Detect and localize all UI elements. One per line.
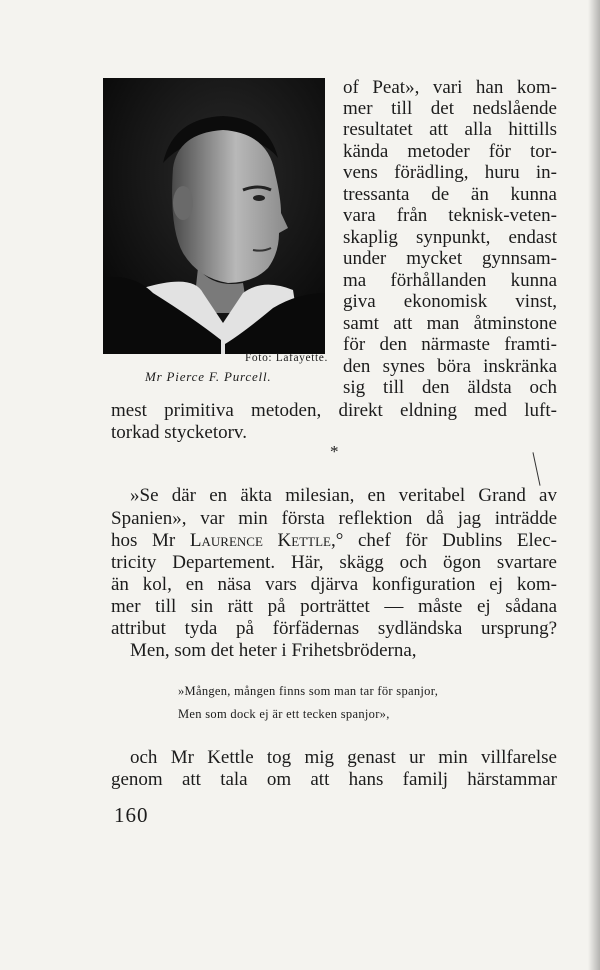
text-line-with-name (111, 531, 557, 550)
poem-line: Men som dock ej är ett tecken spanjor», (178, 707, 390, 721)
text-line: än kol, en näsa vars djärva konfiguration ej kom- (111, 574, 557, 595)
photo-credit: Foto: Lafayette. (244, 352, 328, 364)
text-line: mer till sin rätt på porträttet — måste ej sådana (111, 596, 557, 617)
text-line: mest primitiva metoden, direkt eldning med luft- (111, 400, 557, 421)
section-separator: * (330, 442, 339, 461)
text-line: ma förhållanden kunna (343, 270, 557, 291)
text-line: torkad stycketorv. (111, 422, 247, 443)
poem-line: »Mången, mången finns som man tar för spanjor, (178, 684, 439, 698)
text-line: vens förädling, huru in- (343, 162, 557, 183)
text-line: Spanien», var min första reflektion då jag inträdde (111, 508, 557, 529)
text-line: mer till det nedslående (343, 98, 557, 119)
text-line: giva ekonomisk vinst, (343, 291, 557, 312)
text-line: Men, som det heter i Frihetsbröderna, (130, 640, 417, 661)
stray-pen-mark (532, 452, 540, 485)
text-line: vara från teknisk-veten- (343, 205, 557, 226)
text-line: och Mr Kettle tog mig genast ur min villfarelse (130, 747, 557, 768)
text-line: attribut tyda på förfädernas sydländska ursprung? (111, 618, 557, 639)
text-line: tricity Departement. Här, skägg och ögon svartare (111, 552, 557, 573)
text-line: tressanta de än kunna (343, 184, 557, 205)
portrait-photo-block (103, 78, 325, 354)
text-line: samt att man åtminstone (343, 313, 557, 334)
text-fragment: hos Mr (111, 530, 190, 551)
photo-caption: Mr Pierce F. Purcell. (145, 369, 272, 384)
text-line: den synes böra inskränka (343, 356, 557, 377)
portrait-photo (103, 78, 325, 354)
portrait-illustration (103, 78, 325, 354)
page-edge-shadow (588, 0, 600, 970)
text-line: »Se där en äkta milesian, en veritabel Grand av (130, 485, 557, 506)
text-line: under mycket gynnsam- (343, 248, 557, 269)
text-line: genom att tala om att hans familj härstammar (111, 769, 557, 790)
person-name: Laurence Kettle (189, 530, 331, 551)
text-fragment: ,° chef för Dublins Elec- (330, 530, 558, 551)
text-line: of Peat», vari han kom- (343, 77, 557, 98)
text-line: resultatet att alla hittills (343, 119, 557, 140)
text-line: sig till den äldsta och (343, 377, 557, 398)
text-line: för den närmaste framti- (343, 334, 557, 355)
text-line: skaplig synpunkt, endast (343, 227, 557, 248)
page-number: 160 (114, 803, 149, 827)
text-line: kända metoder för tor- (343, 141, 557, 162)
